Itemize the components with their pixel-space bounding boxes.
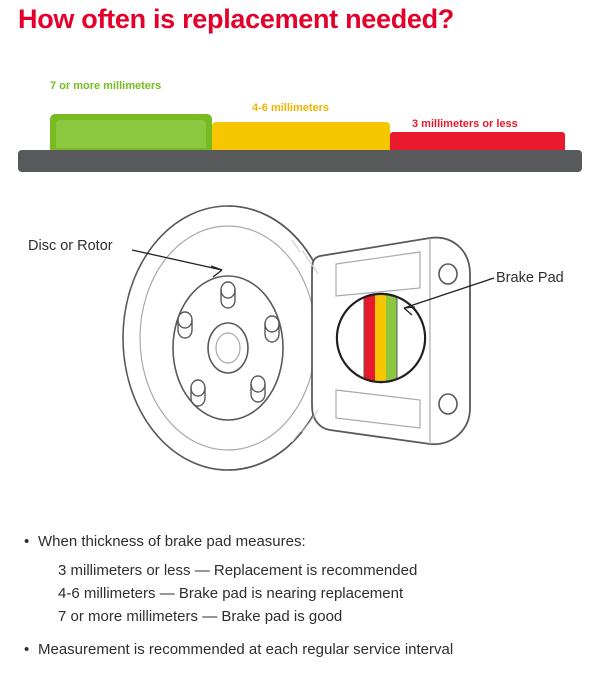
note-item (24, 638, 584, 661)
note-sub-list (58, 559, 584, 628)
brake-assembly-svg (0, 178, 600, 503)
thickness-bar-graphic (0, 72, 600, 172)
note-sub-item: 3 millimeters or less — Replacement is recommended (58, 562, 418, 579)
thickness-block-replace (390, 132, 565, 150)
bullet-icon: • (24, 641, 30, 658)
bullet-icon: • (24, 533, 30, 550)
note-item (24, 530, 584, 553)
note-sub-item: 4-6 millimeters — Brake pad is nearing replacement (58, 585, 404, 602)
callout-label-disc-or-rotor: Disc or Rotor (28, 238, 113, 254)
rotor-surface-bar (18, 150, 582, 172)
thickness-label-replace: 3 millimeters or less (412, 118, 518, 130)
notes-list (24, 530, 584, 663)
brake-assembly-illustration (0, 178, 600, 503)
note-text: When thickness of brake pad measures: (38, 533, 306, 550)
note-sub-item: 7 or more millimeters — Brake pad is good (58, 608, 343, 625)
rotor-outer-edge (123, 206, 333, 470)
page-title: How often is replacement needed? (18, 4, 454, 34)
thickness-label-nearing: 4-6 millimeters (252, 102, 330, 114)
thickness-block-good-inner (56, 120, 206, 148)
thickness-block-nearing (212, 122, 390, 150)
thickness-label-good: 7 or more millimeters (50, 80, 162, 92)
note-text: Measurement is recommended at each regular service interval (38, 641, 454, 658)
callout-label-brake-pad: Brake Pad (496, 270, 564, 286)
